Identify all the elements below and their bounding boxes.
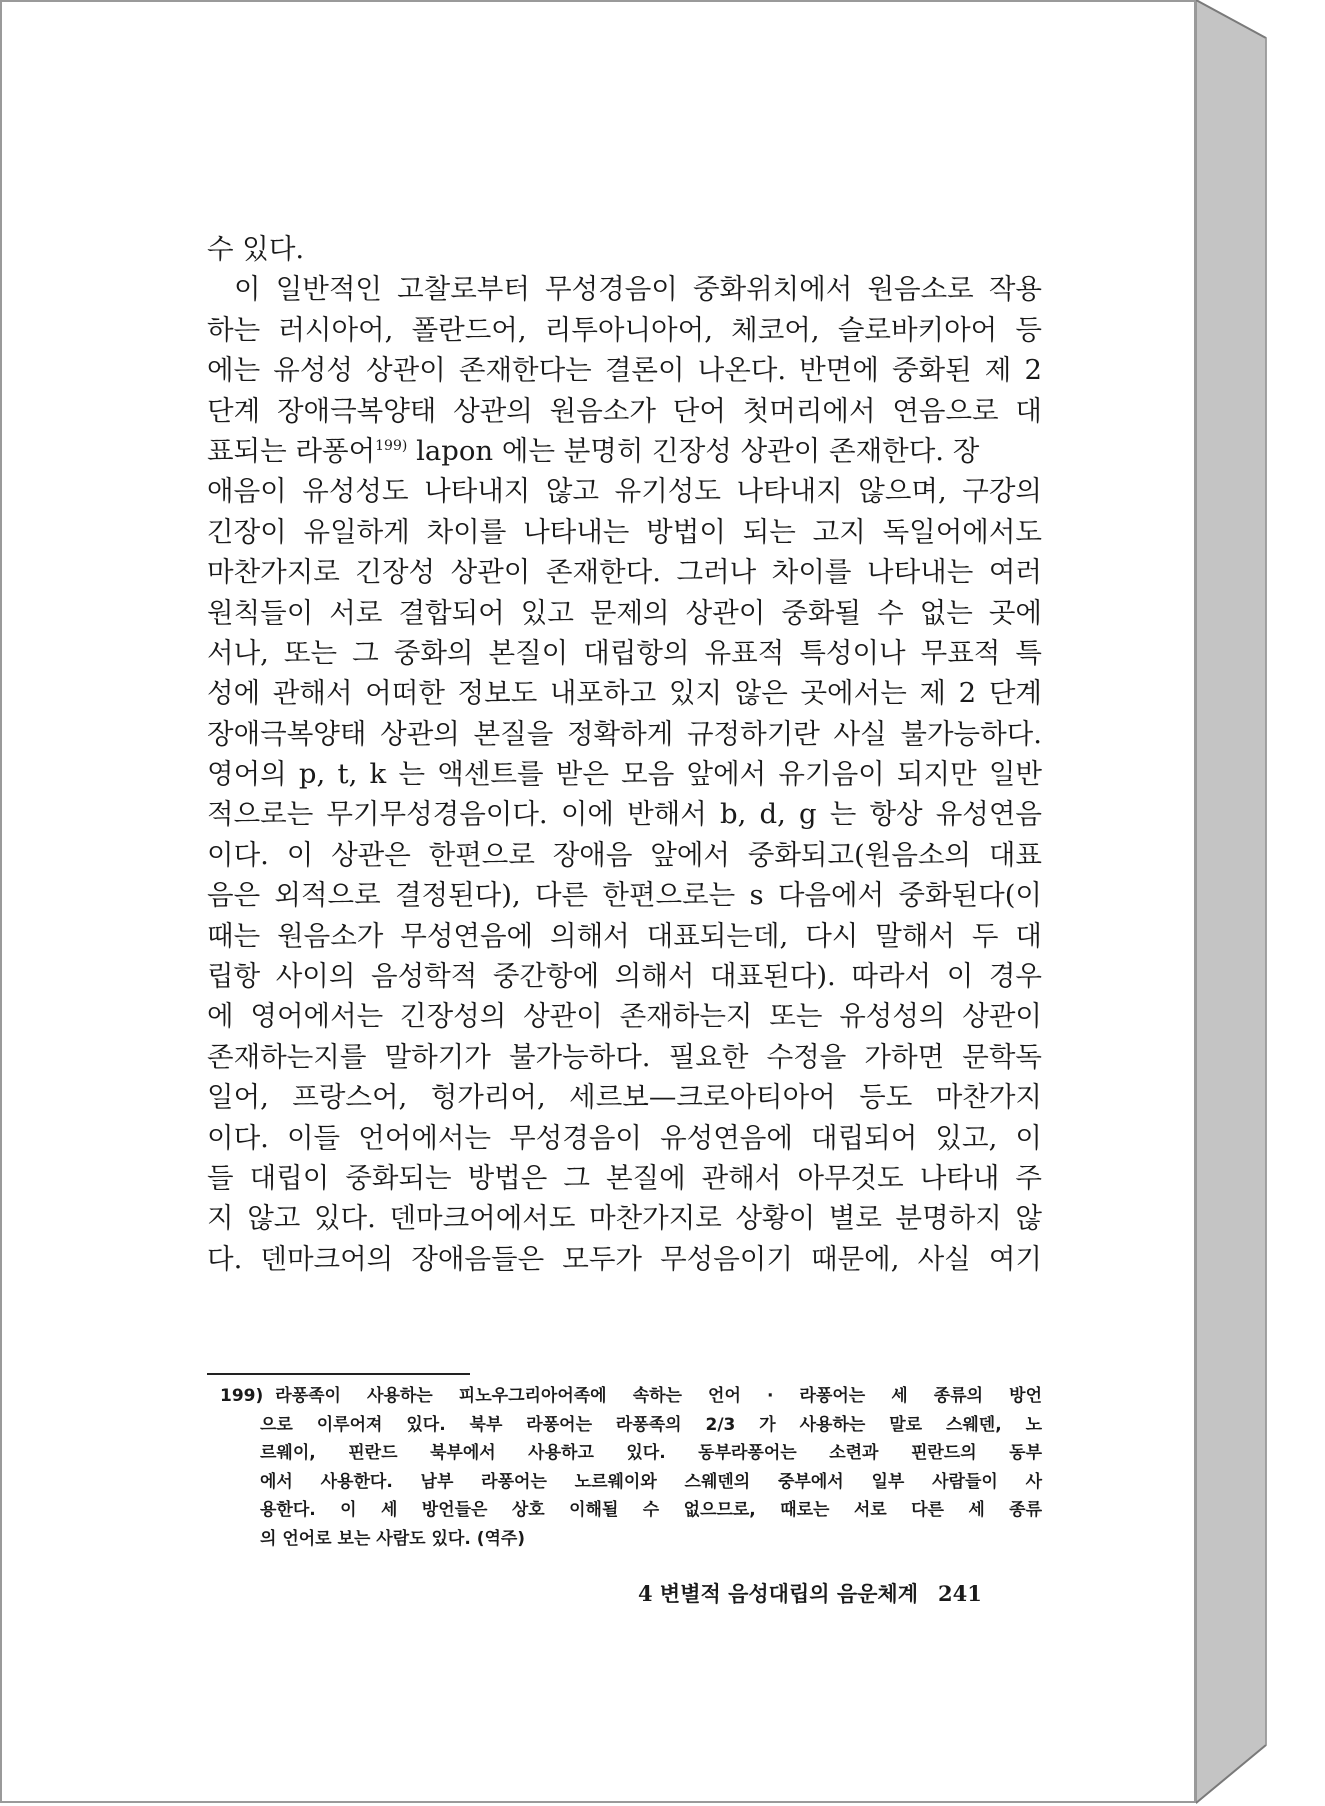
body-line: 하는 러시아어, 폴란드어, 리투아니아어, 체코어, 슬로바키아어 등	[207, 313, 1042, 346]
footnote-ref[interactable]: 199)	[375, 437, 408, 454]
body-line: 긴장이 유일하게 차이를 나타내는 방법이 되는 고지 독일어에서도	[207, 515, 1042, 548]
body-line: 일어, 프랑스어, 헝가리어, 세르보—크로아티아어 등도 마찬가지	[207, 1081, 1042, 1114]
page-number: 241	[937, 1581, 982, 1606]
body-line: 들 대립이 중화되는 방법은 그 본질에 관해서 아무것도 나타내 주	[207, 1161, 1042, 1194]
body-line: 에는 유성성 상관이 존재한다는 결론이 나온다. 반면에 중화된 제 2	[207, 354, 1042, 387]
body-line: 이다. 이 상관은 한편으로 장애음 앞에서 중화되고(원음소의 대표	[207, 838, 1042, 871]
body-line: 존재하는지를 말하기가 불가능하다. 필요한 수정을 가하면 문학독	[207, 1040, 1042, 1073]
body-line: 이다. 이들 언어에서는 무성경음이 유성연음에 대립되어 있고, 이	[207, 1121, 1042, 1154]
body-line	[207, 431, 1042, 471]
footnote-number: 199)	[220, 1386, 264, 1406]
body-line: 단계 장애극복양태 상관의 원음소가 단어 첫머리에서 연음으로 대	[207, 394, 1042, 427]
footnote-line: 의 언어로 보는 사람도 있다. (역주)	[260, 1528, 526, 1549]
body-line: 마찬가지로 긴장성 상관이 존재한다. 그러나 차이를 나타내는 여러	[207, 556, 1042, 589]
body-line-part: lapon 에는 분명히 긴장성 상관이 존재한다. 장	[407, 434, 980, 467]
running-footer	[638, 1579, 1043, 1609]
body-line: 수 있다.	[207, 233, 305, 265]
body-line: 이 일반적인 고찰로부터 무성경음이 중화위치에서 원음소로 작용	[234, 273, 1042, 306]
chapter-title: 4 변별적 음성대립의 음운체계	[638, 1581, 918, 1606]
body-line: 적으로는 무기무성경음이다. 이에 반해서 b, d, g 는 항상 유성연음	[207, 798, 1042, 831]
footnote-line: 르웨이, 핀란드 북부에서 사용하고 있다. 동부라퐁어는 소련과 핀란드의 동부	[260, 1443, 1042, 1464]
book-edge-face	[1196, 0, 1266, 1803]
body-line-part: 표되는 라퐁어	[207, 434, 376, 467]
footnote-text: 라퐁족이 사용하는 피노우그리아어족에 속하는 언어 · 라퐁어는 세 종류의 방언	[275, 1386, 1042, 1406]
footnote-line	[220, 1382, 1042, 1411]
footnote-line: 으로 이루어져 있다. 북부 라퐁어는 라퐁족의 2/3 가 사용하는 말로 스웨덴, 노	[260, 1414, 1042, 1435]
body-line: 애음이 유성성도 나타내지 않고 유기성도 나타내지 않으며, 구강의	[207, 475, 1042, 508]
body-text	[207, 229, 1042, 1279]
body-line: 에 영어에서는 긴장성의 상관이 존재하는지 또는 유성성의 상관이	[207, 1000, 1042, 1033]
body-line: 원칙들이 서로 결합되어 있고 문제의 상관이 중화될 수 없는 곳에	[207, 596, 1042, 629]
body-line: 때는 원음소가 무성연음에 의해서 대표되는데, 다시 말해서 두 대	[207, 919, 1042, 952]
body-line: 영어의 p, t, k 는 액센트를 받은 모음 앞에서 유기음이 되지만 일반	[207, 758, 1042, 791]
body-line: 성에 관해서 어떠한 정보도 내포하고 있지 않은 곳에서는 제 2 단계	[207, 677, 1042, 710]
body-line: 립항 사이의 음성학적 중간항에 의해서 대표된다). 따라서 이 경우	[207, 960, 1042, 993]
body-line: 다. 덴마크어의 장애음들은 모두가 무성음이기 때문에, 사실 여기	[207, 1242, 1042, 1275]
body-line: 음은 외적으로 결정된다), 다른 한편으로는 s 다음에서 중화된다(이	[207, 879, 1042, 912]
footnote-divider	[207, 1373, 470, 1375]
book-edge-3d	[1196, 0, 1325, 1806]
footnote-line: 에서 사용한다. 남부 라퐁어는 노르웨이와 스웨덴의 중부에서 일부 사람들이 사	[260, 1471, 1042, 1492]
footnote-line: 용한다. 이 세 방언들은 상호 이해될 수 없으므로, 때로는 서로 다른 세 종류	[260, 1500, 1042, 1521]
body-line: 장애극복양태 상관의 본질을 정확하게 규정하기란 사실 불가능하다.	[207, 717, 1042, 750]
body-line: 서나, 또는 그 중화의 본질이 대립항의 유표적 특성이나 무표적 특	[207, 636, 1042, 669]
footnote	[220, 1382, 1042, 1554]
body-line: 지 않고 있다. 덴마크어에서도 마찬가지로 상황이 별로 분명하지 않	[207, 1202, 1042, 1235]
